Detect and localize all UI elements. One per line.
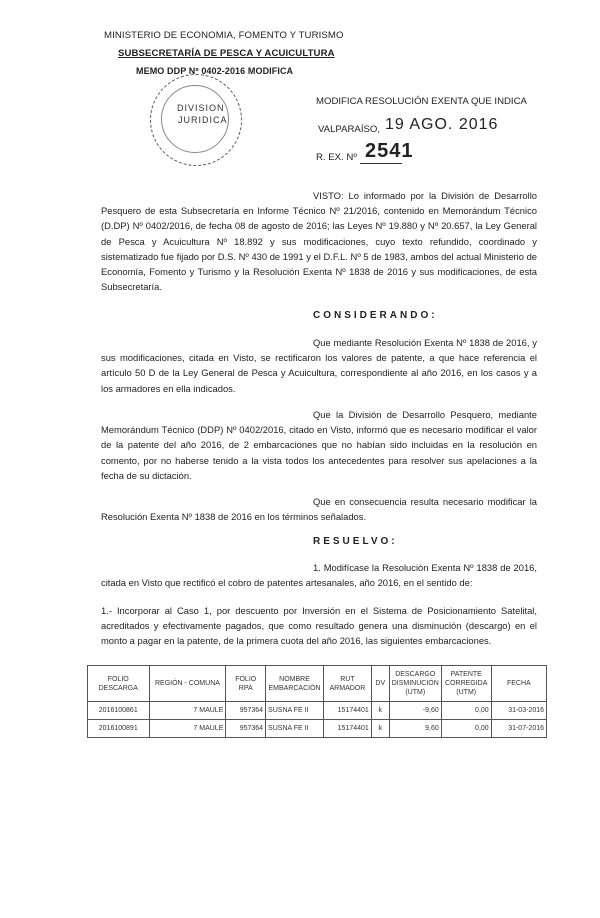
col-rut-armador: RUT ARMADOR xyxy=(324,666,372,702)
cell-dv: k xyxy=(371,702,389,720)
place-label: VALPARAÍSO, xyxy=(318,124,381,135)
cell-patente-corregida: 0,00 xyxy=(441,702,491,720)
resuelvo-1: 1. Modifícase la Resolución Exenta Nº 1838 de 2016, citada en Visto que rectificó el cobro de patentes artesanales, año 2016, en el sentido de: xyxy=(101,562,537,589)
col-fecha: FECHA xyxy=(491,666,546,702)
rex-label: R. EX. Nº xyxy=(316,152,357,163)
visto-paragraph: VISTO: Lo informado por la División de Desarrollo Pesquero de esta Subsecretaría en Informe Técnico Nº 21/2016, contenido en Memorándum Técnico (D.DP) Nº 0402/2016, de fecha 08 de agosto de 2016; las Leyes Nº 19.880 y Nº 20.657, la Ley General de Pesca y Acuicultura Nº 18.892 y sus modificaciones, cuyo texto refundido, coordinado y sistematizado fue fijado por D.S. Nº 430 de 1991 y el D.F.L. Nº 5 de 1983, ambos del actual Ministerio de Economía, Fomento y Turismo y la Resolución Exenta Nº 1838 de 2016 y sus modificaciones, de esta Subsecretaría. xyxy=(101,190,537,293)
resolution-number: 2541 xyxy=(365,140,414,162)
cell-dv: k xyxy=(371,720,389,738)
cell-nombre-embarcacion: SUSNA FE II xyxy=(266,720,324,738)
resuelvo-heading: RESUELVO: xyxy=(313,536,398,547)
item-1: 1.- Incorporar al Caso 1, por descuento por Inversión en el Sistema de Posicionamiento Satelital, acreditados y efectivamente pagados, que como resultado genera una disminución (descargo) en el monto a pagar en la patente, de la primera cuota del año 2016, las siguientes embarcaciones. xyxy=(101,605,537,647)
memo-reference: MEMO DDP Nº 0402-2016 MODIFICA xyxy=(136,66,294,76)
considerando-3: Que en consecuencia resulta necesario modificar la Resolución Exenta Nº 1838 de 2016 en los términos señalados. xyxy=(101,496,537,523)
col-descargo: DESCARGO DISMINUCIÓN (UTM) xyxy=(389,666,441,702)
cell-region-comuna: 7 MAULE xyxy=(149,702,226,720)
embarcaciones-table xyxy=(87,665,547,738)
subsecretaria-name: SUBSECRETARÍA DE PESCA Y ACUICULTURA xyxy=(118,48,335,59)
ministry-name: MINISTERIO DE ECONOMIA, FOMENTO Y TURISMO xyxy=(104,30,344,41)
col-dv: DV xyxy=(371,666,389,702)
col-patente-corregida: PATENTE CORREGIDA (UTM) xyxy=(441,666,491,702)
col-region-comuna: REGIÓN - COMUNA xyxy=(149,666,226,702)
table-header-row xyxy=(88,666,547,702)
number-underline xyxy=(360,163,402,164)
cell-patente-corregida: 0,00 xyxy=(441,720,491,738)
cell-descargo: -9,60 xyxy=(389,702,441,720)
cell-folio-descarga: 2016100891 xyxy=(88,720,150,738)
cell-fecha: 31-07-2016 xyxy=(491,720,546,738)
subject-line: MODIFICA RESOLUCIÓN EXENTA QUE INDICA xyxy=(316,96,527,107)
stamp-line-1: DIVISION xyxy=(177,103,225,113)
cell-folio-descarga: 2016100861 xyxy=(88,702,150,720)
cell-nombre-embarcacion: SUSNA FE II xyxy=(266,702,324,720)
table-row xyxy=(88,702,547,720)
cell-region-comuna: 7 MAULE xyxy=(149,720,226,738)
resolution-date: 19 AGO. 2016 xyxy=(385,116,499,133)
col-folio-descarga: FOLIO DESCARGA xyxy=(88,666,150,702)
cell-folio-rpa: 957364 xyxy=(226,702,266,720)
considerando-2: Que la División de Desarrollo Pesquero, mediante Memorándum Técnico (DDP) Nº 0402/2016, citado en Visto, informó que es necesario modificar el valor de la patente del año 2016, de 2 embarcaciones que no habían sido incluidas en la resolución en comento, por no haberse tenido a la vista todos los antecedentes para resolver sus apelaciones a la fecha de su dictación. xyxy=(101,409,537,481)
col-nombre-embarcacion: NOMBRE EMBARCACIÓN xyxy=(266,666,324,702)
cell-fecha: 31-03-2016 xyxy=(491,702,546,720)
cell-rut-armador: 15174401 xyxy=(324,720,372,738)
cell-folio-rpa: 957364 xyxy=(226,720,266,738)
stamp-line-2: JURIDICA xyxy=(178,115,228,125)
col-folio-rpa: FOLIO RPA xyxy=(226,666,266,702)
table-row xyxy=(88,720,547,738)
cell-rut-armador: 15174401 xyxy=(324,702,372,720)
division-juridica-stamp xyxy=(150,74,242,166)
considerando-1: Que mediante Resolución Exenta Nº 1838 de 2016, y sus modificaciones, citada en Visto, se rectificaron los valores de patente, a que hace referencia el artículo 50 D de la Ley General de Pesca y Acuicultura, correspondiente al año 2016, en los casos y a los armadores en ella indicados. xyxy=(101,337,537,394)
cell-descargo: 9,60 xyxy=(389,720,441,738)
considerando-heading: CONSIDERANDO: xyxy=(313,310,438,321)
